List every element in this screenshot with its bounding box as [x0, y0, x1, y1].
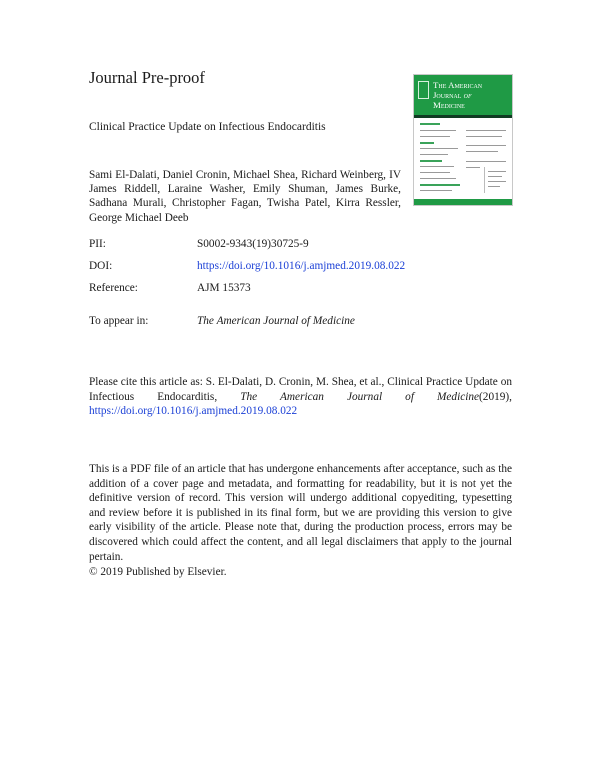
cover-divider-bar: [414, 115, 512, 118]
citation-prefix: Please cite this article as: S. El-Dalati, D. Cronin, M. Shea, et al., Clinical Practice Update on Infectious Endocarditis,: [89, 376, 512, 403]
cover-title-line2: Journal: [433, 90, 462, 100]
citation-paragraph: [89, 375, 512, 419]
journal-cover-thumbnail: [413, 74, 513, 206]
cover-footer-band: [414, 199, 512, 205]
doi-link[interactable]: https://doi.org/10.1016/j.amjmed.2019.08.022: [197, 260, 406, 272]
journal-status-heading: Journal Pre-proof: [89, 68, 205, 87]
article-title: Clinical Practice Update on Infectious Endocarditis: [89, 121, 326, 133]
cover-sidebar-box: [484, 167, 509, 193]
cover-title-line3: Medicine: [433, 100, 465, 110]
appear-value: The American Journal of Medicine: [197, 315, 355, 327]
author-list: Sami El-Dalati, Daniel Cronin, Michael Shea, Richard Weinberg, IV James Riddell, Laraine Washer, Emily Shuman, James Burke, Sadhana Murali, Christopher Fagan, Twisha Patel, Kirra Ressler, George Michael Deeb: [89, 169, 401, 224]
pii-row: [89, 238, 309, 250]
preproof-notice: This is a PDF file of an article that has undergone enhancements after acceptance, such as the addition of a cover page and metadata, and formatting for readability, but it is not yet the definitive version of record. This version will undergo additional copyediting, typesetting and review before it is published in its final form, but we are providing this version to give early visibility of the article. Please note that, during the production process, errors may be discovered which could affect the content, and all legal disclaimers that apply to the journal pertain.: [89, 463, 512, 563]
pii-value: S0002-9343(19)30725-9: [197, 238, 309, 250]
citation-journal: The American Journal of Medicine: [240, 390, 480, 403]
pii-label: PII:: [89, 238, 106, 250]
reference-value: AJM 15373: [197, 282, 251, 294]
citation-doi-link[interactable]: https://doi.org/10.1016/j.amjmed.2019.08.022: [89, 405, 298, 418]
appear-label: To appear in:: [89, 315, 149, 327]
cover-title-of: of: [463, 90, 472, 100]
reference-row: [89, 282, 251, 294]
doi-row: [89, 260, 405, 272]
appear-row: [89, 315, 355, 327]
citation-year: (2019),: [479, 390, 512, 403]
cover-title-line1: The American: [433, 80, 483, 90]
reference-label: Reference:: [89, 282, 138, 294]
copyright-notice: © 2019 Published by Elsevier.: [89, 566, 227, 578]
doi-label: DOI:: [89, 260, 113, 272]
elsevier-logo-icon: [418, 81, 429, 99]
cover-journal-title: [433, 80, 511, 110]
